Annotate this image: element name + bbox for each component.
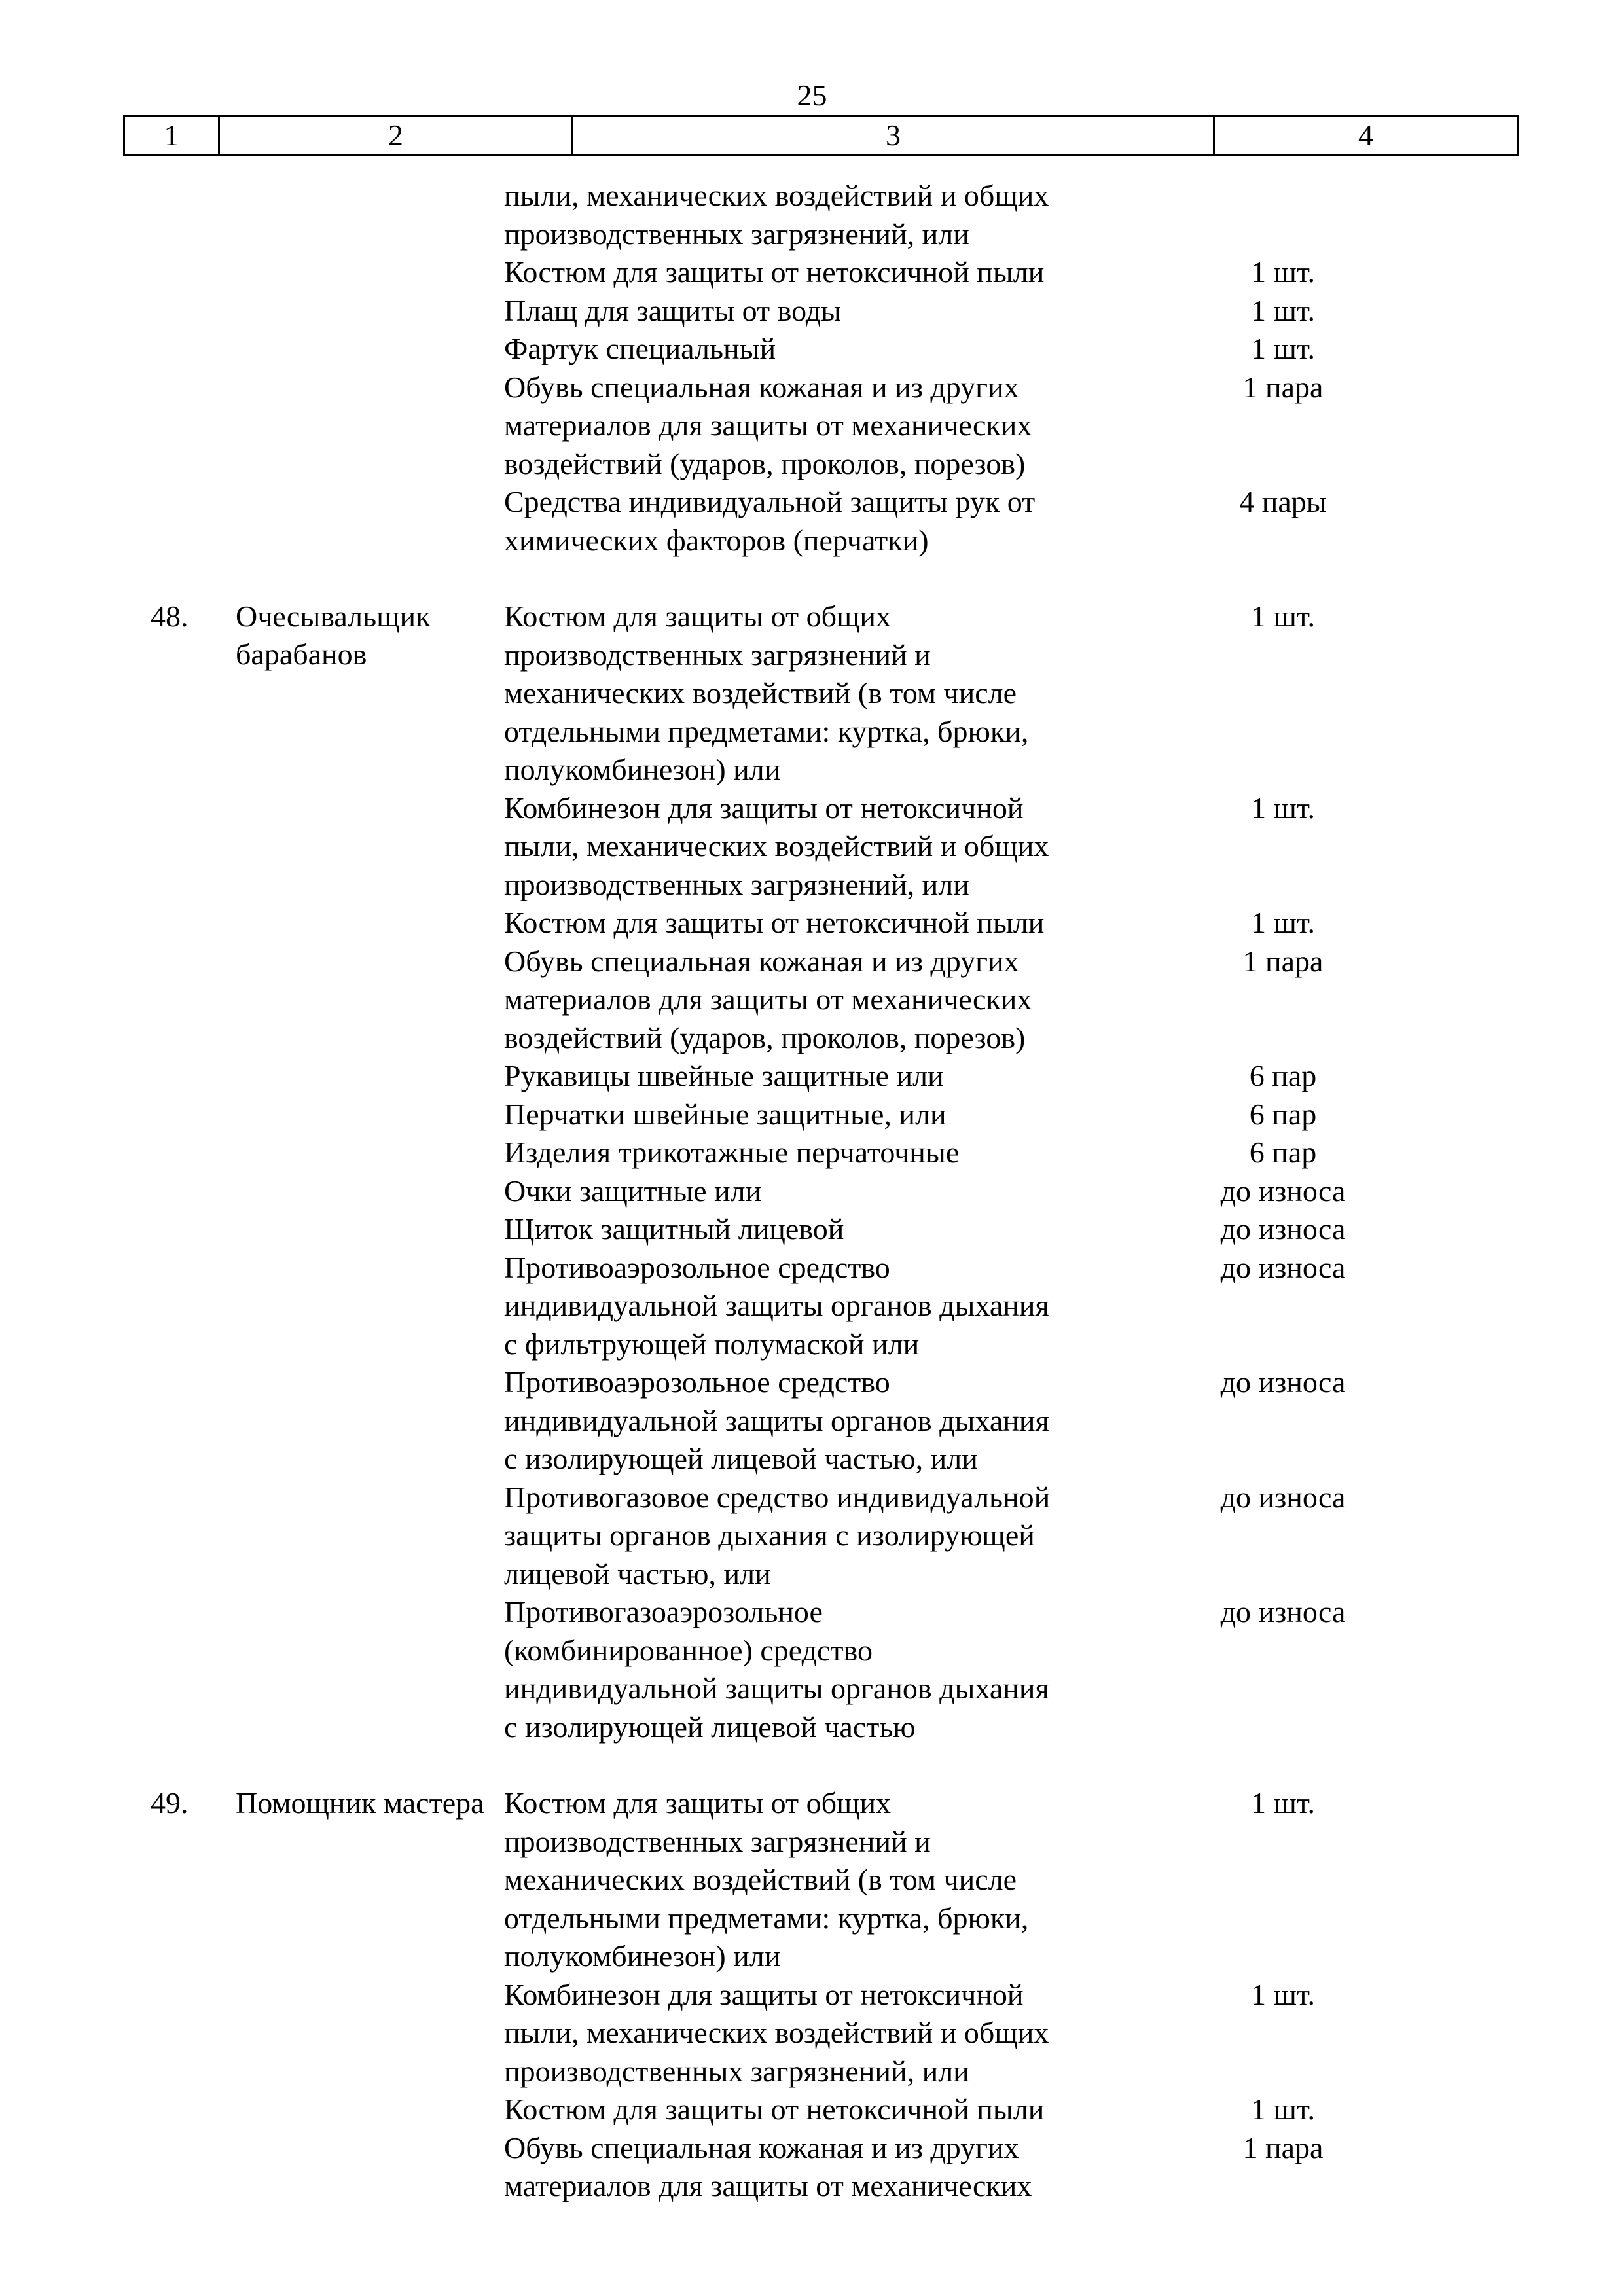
ppe-item-description: Обувь специальная кожаная и из других материалов для защиты от механических воздействий (ударов, проколов, порезов)	[504, 944, 1032, 1054]
ppe-item	[504, 483, 1525, 560]
ppe-item-description: Очки защитные или	[504, 1174, 762, 1208]
entry-number: 48.	[151, 600, 189, 633]
ppe-item-description: Рукавицы швейные защитные или	[504, 1059, 944, 1092]
ppe-item	[504, 368, 1525, 484]
ppe-items	[504, 177, 1525, 560]
ppe-item-quantity: 4 пары	[1239, 485, 1327, 518]
ppe-item-quantity: до износа	[1220, 1480, 1346, 1514]
entry-row	[0, 598, 1624, 1746]
ppe-item-description: Костюм для защиты от нетоксичной пыли	[504, 2092, 1045, 2126]
ppe-item-description: Противогазовое средство индивидуальной защиты органов дыхания с изолирующей лицевой частью, или	[504, 1480, 1051, 1590]
ppe-item-description: Изделия трикотажные перчаточные	[504, 1136, 960, 1169]
ppe-item-description: Костюм для защиты от нетоксичной пыли	[504, 906, 1045, 939]
entry-row	[0, 1784, 1624, 2206]
page-number: 25	[797, 79, 827, 112]
ppe-item	[504, 904, 1525, 942]
ppe-item-description: Комбинезон для защиты от нетоксичной пыли, механических воздействий и общих производственных загрязнений, или	[504, 791, 1049, 901]
ppe-item	[504, 1363, 1525, 1479]
ppe-item-quantity: до износа	[1220, 1212, 1346, 1246]
entry-continuation	[0, 177, 1624, 560]
entry-spacer	[0, 1746, 1624, 1784]
ppe-item	[504, 789, 1525, 905]
ppe-item-description: Обувь специальная кожаная и из других материалов для защиты от механических	[504, 2130, 1032, 2202]
profession-name: Очесывальщик барабанов	[236, 600, 431, 671]
ppe-item-description: Плащ для защиты от воды	[504, 293, 842, 327]
ppe-item-quantity: 1 пара	[1242, 944, 1324, 978]
entry-number: 49.	[151, 1786, 189, 1820]
column-header-2: 2	[220, 117, 573, 154]
ppe-item-quantity: 1 шт.	[1250, 791, 1316, 825]
ppe-item	[504, 2090, 1525, 2129]
column-header-1: 1	[125, 117, 220, 154]
ppe-item-description: Фартук специальный	[504, 332, 776, 365]
ppe-item-quantity: 6 пар	[1249, 1136, 1317, 1169]
ppe-item-quantity: 1 пара	[1242, 370, 1324, 404]
ppe-item-quantity: 1 шт.	[1250, 2092, 1316, 2126]
ppe-item	[504, 1134, 1525, 1172]
ppe-list	[0, 177, 1624, 2206]
ppe-item-quantity: до износа	[1220, 1365, 1346, 1399]
ppe-item-description: Обувь специальная кожаная и из других материалов для защиты от механических воздействий (ударов, проколов, порезов)	[504, 370, 1032, 480]
ppe-item	[504, 1096, 1525, 1134]
ppe-item	[504, 1479, 1525, 1594]
column-header-3: 3	[573, 117, 1215, 154]
ppe-item-description: Перчатки швейные защитные, или	[504, 1097, 947, 1131]
ppe-item	[504, 1784, 1525, 1976]
column-header-table	[123, 115, 1519, 156]
ppe-item-quantity: 1 шт.	[1250, 1786, 1316, 1820]
ppe-items	[504, 1784, 1525, 2206]
ppe-item	[504, 2129, 1525, 2206]
ppe-item-quantity: до износа	[1220, 1595, 1346, 1628]
ppe-item-quantity: 1 шт.	[1250, 293, 1316, 327]
ppe-item	[504, 1593, 1525, 1746]
ppe-item-description: Костюм для защиты от нетоксичной пыли	[504, 255, 1045, 289]
ppe-item-description: Противоаэрозольное средство индивидуальной защиты органов дыхания с изолирующей лицевой частью, или	[504, 1365, 1049, 1475]
ppe-item-quantity: 1 шт.	[1250, 600, 1316, 633]
ppe-item-quantity: 1 шт.	[1250, 255, 1316, 289]
entry-spacer	[0, 560, 1624, 598]
ppe-item-description: пыли, механических воздействий и общих производственных загрязнений, или	[504, 179, 1049, 251]
ppe-item-description: Средства индивидуальной защиты рук от химических факторов (перчатки)	[504, 485, 1036, 557]
ppe-item	[504, 177, 1525, 253]
ppe-item	[504, 330, 1525, 368]
ppe-item-quantity: до износа	[1220, 1250, 1346, 1284]
ppe-item	[504, 1057, 1525, 1096]
ppe-item	[504, 1976, 1525, 2091]
ppe-item-description: Комбинезон для защиты от нетоксичной пыли, механических воздействий и общих производственных загрязнений, или	[504, 1977, 1049, 2088]
ppe-item	[504, 1210, 1525, 1249]
ppe-item-description: Костюм для защиты от общих производственных загрязнений и механических воздействий (в том числе отдельными предметами: куртка, брюки, полукомбинезон) или	[504, 600, 1029, 786]
ppe-item-description: Противогазоаэрозольное (комбинированное) средство индивидуальной защиты органов дыхания с изолирующей лицевой частью	[504, 1595, 1049, 1744]
ppe-item	[504, 292, 1525, 331]
ppe-item-quantity: 1 шт.	[1250, 1977, 1316, 2011]
ppe-item	[504, 1249, 1525, 1364]
ppe-item-quantity: 1 шт.	[1250, 332, 1316, 365]
ppe-item-quantity: 6 пар	[1249, 1097, 1317, 1131]
ppe-item-description: Противоаэрозольное средство индивидуальной защиты органов дыхания с фильтрующей полумаской или	[504, 1250, 1049, 1361]
ppe-item	[504, 1172, 1525, 1211]
column-header-4: 4	[1358, 118, 1373, 152]
ppe-item	[504, 942, 1525, 1058]
ppe-item-quantity: до износа	[1220, 1174, 1346, 1208]
ppe-item-description: Костюм для защиты от общих производственных загрязнений и механических воздействий (в том числе отдельными предметами: куртка, брюки, полукомбинезон) или	[504, 1786, 1029, 1973]
profession-name: Помощник мастера	[236, 1786, 484, 1820]
ppe-item	[504, 253, 1525, 292]
ppe-item	[504, 598, 1525, 789]
ppe-items	[504, 598, 1525, 1746]
ppe-item-description: Щиток защитный лицевой	[504, 1212, 844, 1246]
ppe-item-quantity: 6 пар	[1249, 1059, 1317, 1092]
ppe-item-quantity: 1 пара	[1242, 2130, 1324, 2164]
ppe-item-quantity: 1 шт.	[1250, 906, 1316, 939]
